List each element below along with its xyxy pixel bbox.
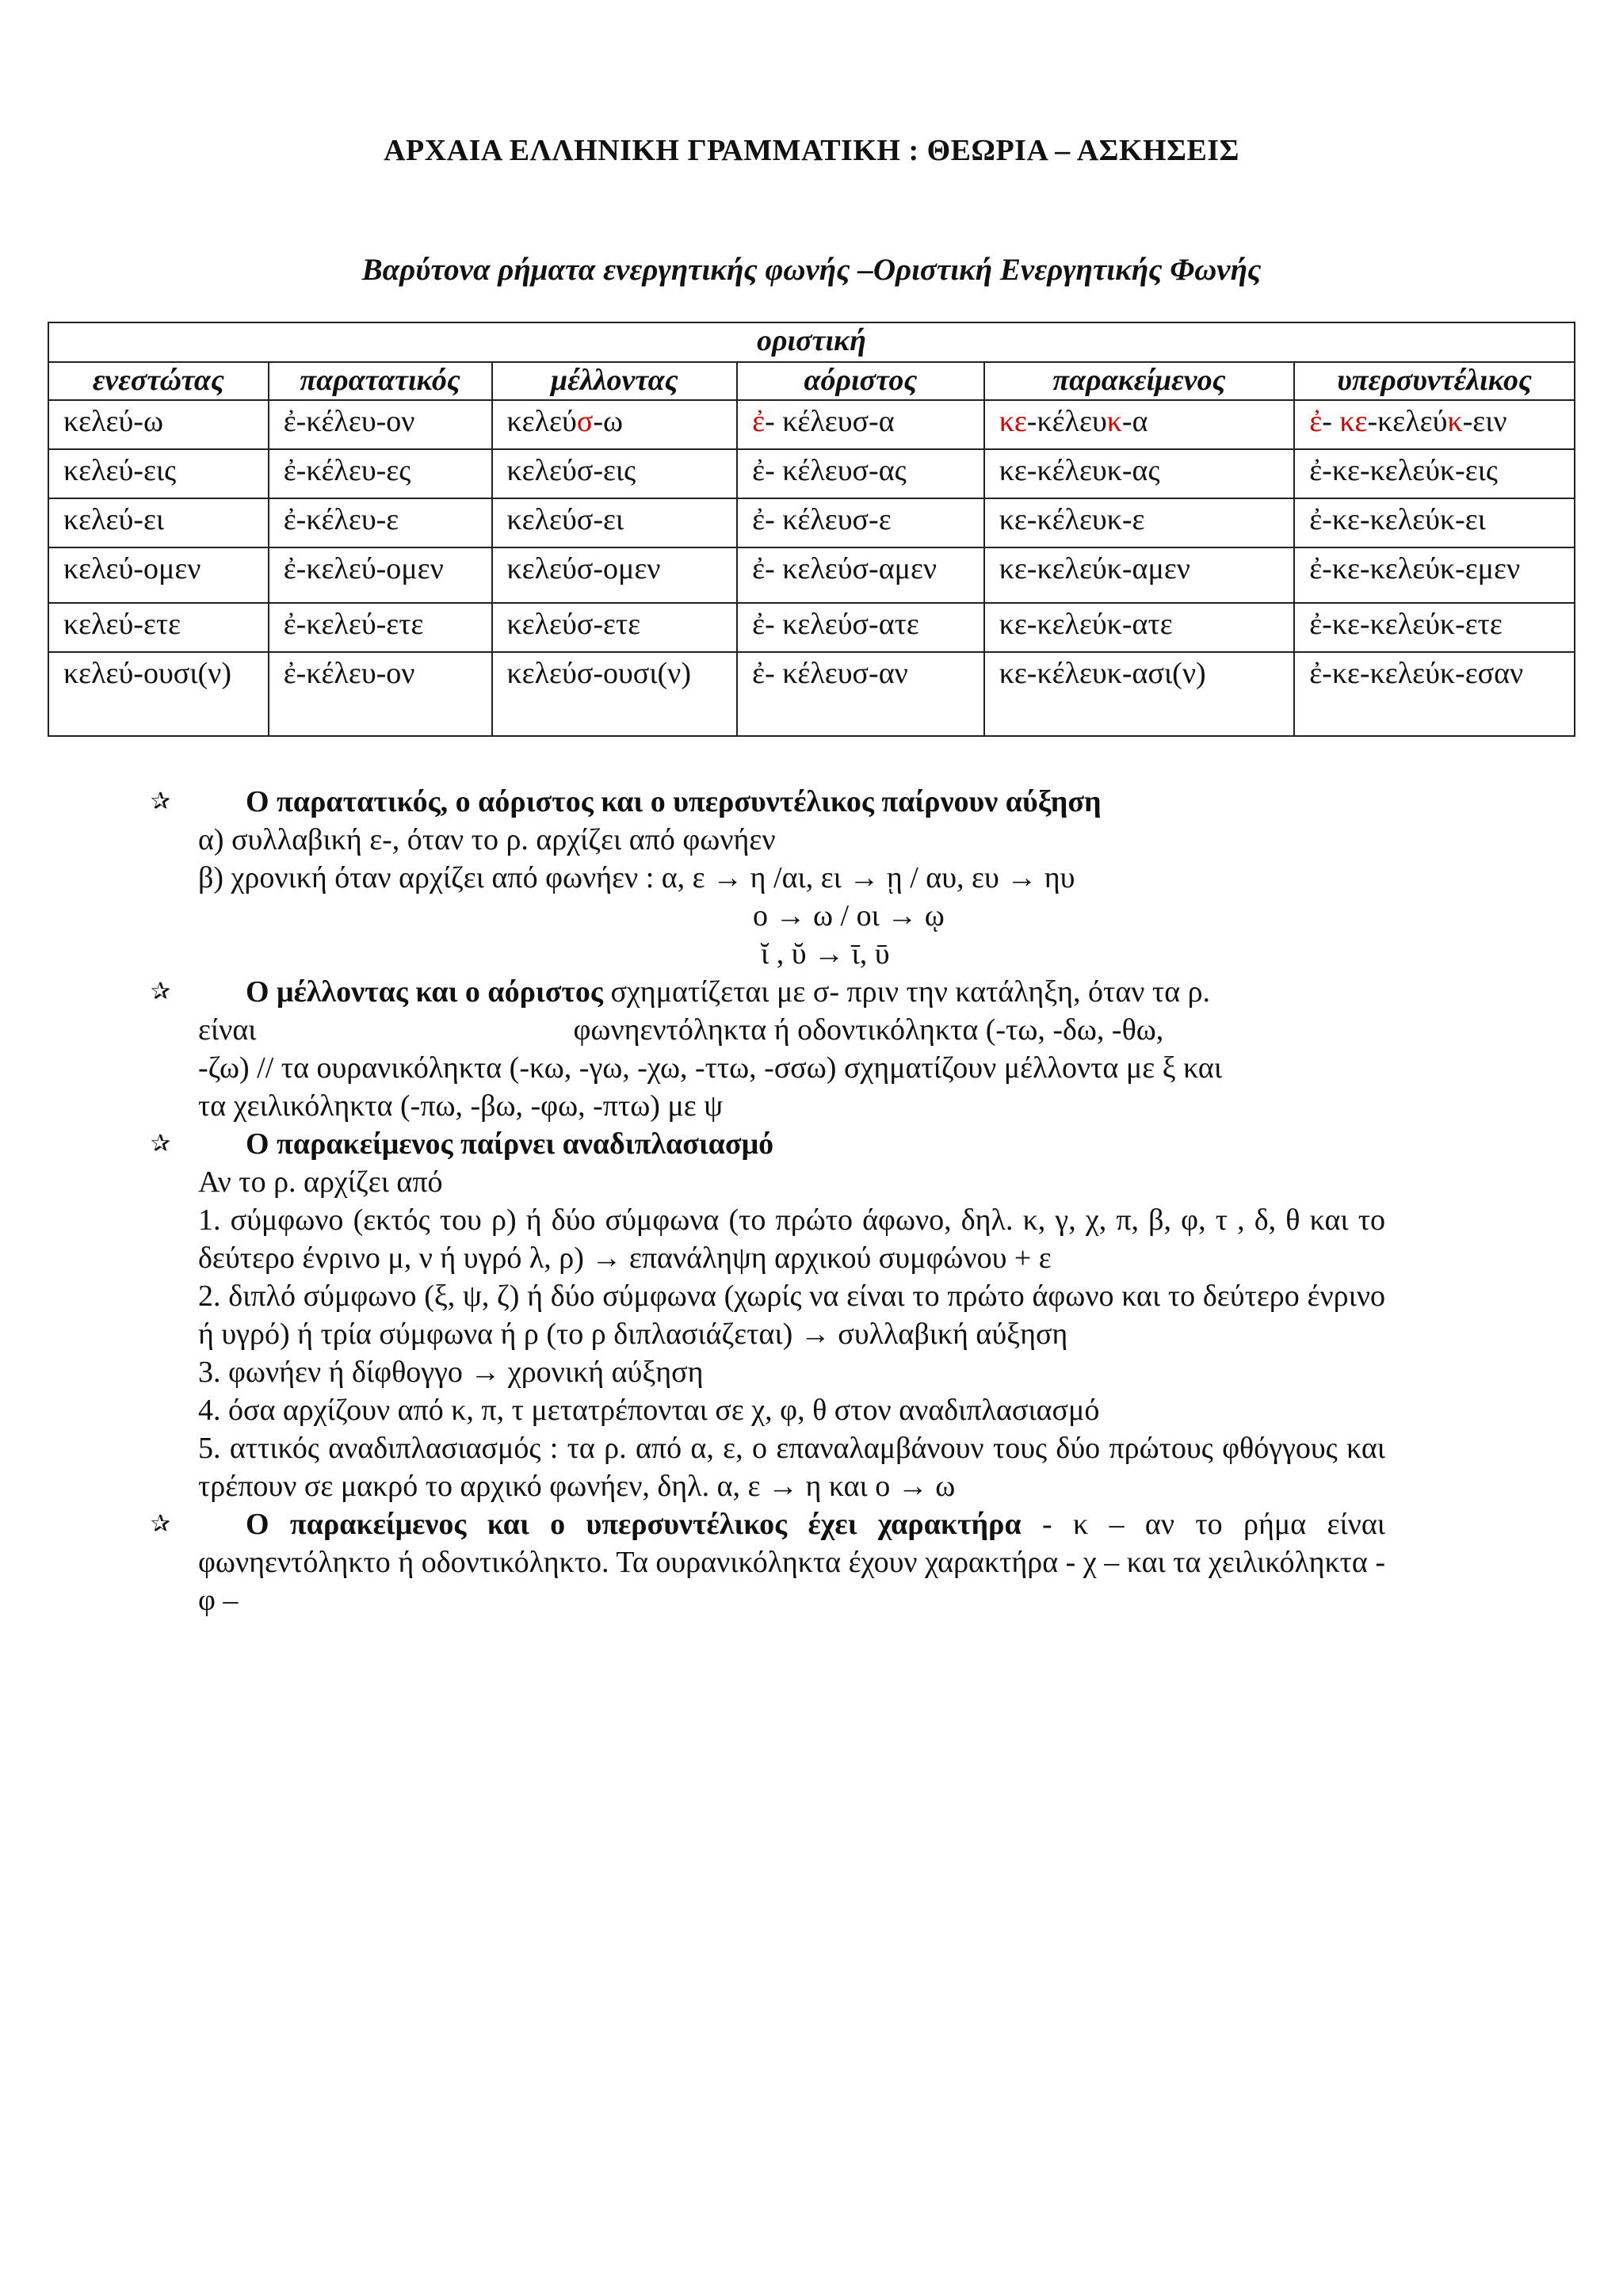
note-line: 5. αττικός αναδιπλασιασμός : τα ρ. από α, ε, ο επαναλαμβάνουν τους δύο πρώτους φθόγγους και τρέπουν σε μακρό το αρχικό φωνήεν, δηλ. α, ε → η και ο → ω	[198, 1432, 1385, 1503]
table-cell: ἐ- κελεύσ-ατε	[737, 603, 984, 652]
star-bullet-icon: ✰	[151, 978, 171, 1005]
table-cell: ἐ-κε-κελεύκ-εις	[1294, 449, 1575, 498]
table-row	[48, 498, 1575, 547]
header-present: ενεστώτας	[48, 362, 269, 400]
cell-part: -α	[1121, 405, 1148, 438]
document-subtitle: Βαρύτονα ρήματα ενεργητικής φωνής –Οριστική Ενεργητικής Φωνής	[361, 253, 1262, 287]
table-cell: ἐ- κελεύσ-αμεν	[737, 547, 984, 603]
note-text: φωνηεντόληκτα ή οδοντικόληκτα (-τω, -δω, -θω,	[573, 1013, 1164, 1047]
table-cell: κελεύ-ετε	[48, 603, 269, 652]
table-row	[48, 652, 1575, 736]
mood-header: οριστική	[48, 322, 1575, 362]
highlight-reduplication: κε	[999, 405, 1027, 438]
note-heading: Ο παρατατικός, ο αόριστος και ο υπερσυντέλικος παίρνουν αύξηση	[246, 785, 1102, 818]
table-cell: ἐ-κέλευ-ον	[269, 652, 492, 736]
table-cell: κελεύσ-ετε	[492, 603, 738, 652]
note-line: τα χειλικόληκτα (-πω, -βω, -φω, -πτω) με ψ	[198, 1089, 724, 1123]
highlight-reduplication: κε	[1339, 405, 1368, 438]
table-cell: κελεύσ-ομεν	[492, 547, 738, 603]
table-row	[48, 547, 1575, 603]
note-line: 2. διπλό σύμφωνο (ξ, ψ, ζ) ή δύο σύμφωνα (χωρίς να είναι το πρώτο άφωνο και το δεύτερο ένρινο ή υγρό) ή τρία σύμφωνα ή ρ (το ρ διπλασιάζεται) → συλλαβική αύξηση	[198, 1280, 1385, 1351]
cell-part: -ω	[593, 405, 623, 438]
highlight-sigma: σ	[576, 405, 594, 438]
note-line: Αν το ρ. αρχίζει από	[198, 1165, 443, 1199]
note-line	[198, 1011, 1385, 1049]
table-row	[48, 603, 1575, 652]
note-line	[198, 1505, 1385, 1619]
note-line: 3. φωνήεν ή δίφθογγο → χρονική αύξηση	[198, 1356, 704, 1389]
note-line: ο → ω / οι → ῳ	[753, 899, 945, 933]
table-cell: κελεύσ-εις	[492, 449, 738, 498]
highlight-kappa: κ	[1106, 405, 1122, 438]
note-future	[151, 973, 1385, 1125]
star-bullet-icon: ✰	[151, 788, 171, 815]
cell-part: -	[1322, 405, 1340, 438]
note-augment	[151, 783, 1385, 973]
note-line: -ζω) // τα ουρανικόληκτα (-κω, -γω, -χω, -ττω, -σσω) σχηματίζουν μέλλοντα με ξ και	[198, 1051, 1223, 1085]
table-cell: κε-κελεύκ-αμεν	[984, 547, 1295, 603]
table-cell: ἐ-κε-κελεύκ-εσαν	[1294, 652, 1575, 736]
table-cell: ἐ- κέλευσ-ε	[737, 498, 984, 547]
table-cell: κελεύ-ω	[48, 400, 269, 449]
note-line: 4. όσα αρχίζουν από κ, π, τ μετατρέπονται σε χ, φ, θ στον αναδιπλασιασμό	[198, 1394, 1100, 1427]
header-imperfect: παρατατικός	[269, 362, 492, 400]
header-future: μέλλοντας	[492, 362, 738, 400]
highlight-augment: ἐ	[1309, 405, 1323, 438]
table-cell: κε-κέλευκ-ε	[984, 498, 1295, 547]
table-cell: ἐ-κελεύ-ετε	[269, 603, 492, 652]
cell-part: -ειν	[1462, 405, 1507, 438]
document-title: ΑΡΧΑΙΑ ΕΛΛΗΝΙΚΗ ΓΡΑΜΜΑΤΙΚΗ : ΘΕΩΡΙΑ – ΑΣΚΗΣΕΙΣ	[384, 134, 1239, 167]
header-perfect: παρακείμενος	[984, 362, 1295, 400]
note-reduplication	[151, 1125, 1385, 1505]
highlight-kappa: κ	[1447, 405, 1463, 438]
highlight-augment: ἐ	[752, 405, 766, 438]
grammar-notes	[151, 783, 1385, 1619]
table-cell: κε-κέλευκ-ας	[984, 449, 1295, 498]
cell-part: - κέλευσ-α	[765, 405, 895, 438]
table-cell: κελεύ-ει	[48, 498, 269, 547]
note-line: α) συλλαβική ε-, όταν το ρ. αρχίζει από φωνήεν	[198, 823, 776, 856]
table-cell	[737, 400, 984, 449]
table-row	[48, 400, 1575, 449]
table-cell: ἐ-κε-κελεύκ-ει	[1294, 498, 1575, 547]
note-line: 1. σύμφωνο (εκτός του ρ) ή δύο σύμφωνα (το πρώτο άφωνο, δηλ. κ, γ, χ, π, β, φ, τ , δ, θ και το δεύτερο ένρινο μ, ν ή υγρό λ, ρ) → επανάληψη αρχικού συμφώνου + ε	[198, 1203, 1385, 1275]
star-bullet-icon: ✰	[151, 1510, 171, 1538]
table-cell	[1294, 400, 1575, 449]
table-cell: κελεύ-εις	[48, 449, 269, 498]
note-heading: Ο μέλλοντας και ο αόριστος	[246, 975, 603, 1009]
cell-part: -κελεύ	[1367, 405, 1448, 438]
table-cell: ἐ-κέλευ-ον	[269, 400, 492, 449]
note-text: - κ – αν το ρήμα είναι φωνηεντόληκτο ή οδοντικόληκτο. Τα ουρανικόληκτα έχουν χαρακτήρα - χ – και τα χειλικόληκτα - φ –	[198, 1508, 1385, 1617]
table-row	[48, 449, 1575, 498]
cell-part: -κέλευ	[1026, 405, 1107, 438]
table-cell: ἐ-κε-κελεύκ-ετε	[1294, 603, 1575, 652]
note-text: είναι	[198, 1013, 257, 1047]
table-cell: κελεύσ-ουσι(ν)	[492, 652, 738, 736]
star-bullet-icon: ✰	[151, 1130, 171, 1158]
table-cell: ἐ- κέλευσ-αν	[737, 652, 984, 736]
table-cell: ἐ-κέλευ-ε	[269, 498, 492, 547]
table-cell	[984, 400, 1295, 449]
note-heading: Ο παρακείμενος παίρνει αναδιπλασιασμό	[246, 1127, 774, 1161]
table-cell: κελεύ-ομεν	[48, 547, 269, 603]
table-cell: ἐ- κέλευσ-ας	[737, 449, 984, 498]
table-cell: ἐ-κε-κελεύκ-εμεν	[1294, 547, 1575, 603]
table-cell: κελεύ-ουσι(ν)	[48, 652, 269, 736]
note-heading: Ο παρακείμενος και ο υπερσυντέλικος έχει χαρακτήρα	[246, 1508, 1022, 1541]
note-line: β) χρονική όταν αρχίζει από φωνήεν : α, ε → η /αι, ει → ῃ / αυ, ευ → ηυ	[198, 861, 1075, 894]
table-cell: ἐ-κελεύ-ομεν	[269, 547, 492, 603]
conjugation-table	[48, 322, 1575, 737]
cell-part: κελεύ	[506, 405, 577, 438]
note-character	[151, 1505, 1385, 1619]
header-pluperfect: υπερσυντέλικος	[1294, 362, 1575, 400]
table-cell: κε-κέλευκ-ασι(ν)	[984, 652, 1295, 736]
note-text: σχηματίζεται με σ- πριν την κατάληξη, όταν τα ρ.	[602, 975, 1211, 1009]
note-line	[198, 973, 1385, 1011]
header-aorist: αόριστος	[737, 362, 984, 400]
note-line: ῐ , ῠ → ῑ, ῡ	[761, 937, 890, 971]
table-cell	[492, 400, 738, 449]
table-cell: κε-κελεύκ-ατε	[984, 603, 1295, 652]
table-cell: ἐ-κέλευ-ες	[269, 449, 492, 498]
table-cell: κελεύσ-ει	[492, 498, 738, 547]
